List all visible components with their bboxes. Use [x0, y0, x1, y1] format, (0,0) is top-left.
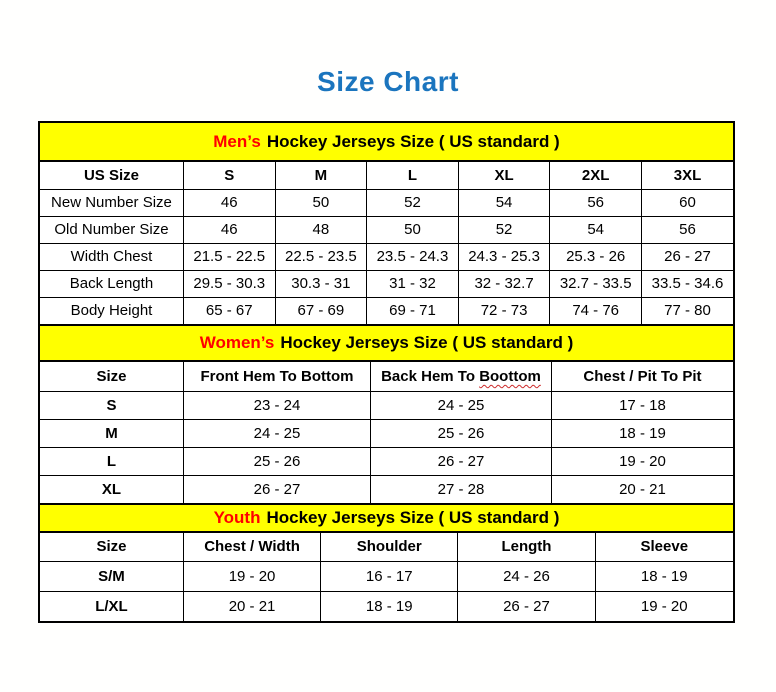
- column-header: L: [367, 162, 459, 189]
- table-row: [40, 447, 733, 475]
- column-header: US Size: [40, 162, 183, 189]
- table-row: [40, 189, 733, 216]
- table-cell: 25.3 - 26: [550, 243, 642, 270]
- youth-heading-highlight: Youth: [213, 508, 261, 527]
- mens-size-table: [40, 162, 733, 324]
- column-header: Size: [40, 362, 183, 391]
- youth-size-table: [40, 533, 733, 621]
- table-row: [40, 561, 733, 591]
- table-cell: 56: [641, 216, 733, 243]
- row-label: New Number Size: [40, 189, 183, 216]
- table-row: [40, 475, 733, 503]
- table-cell: 25 - 26: [183, 447, 370, 475]
- row-label: L/XL: [40, 591, 183, 621]
- table-cell: 65 - 67: [183, 297, 275, 324]
- table-cell: 46: [183, 216, 275, 243]
- table-cell: 25 - 26: [371, 419, 552, 447]
- table-row: [40, 216, 733, 243]
- table-row: [40, 419, 733, 447]
- table-cell: 29.5 - 30.3: [183, 270, 275, 297]
- column-header: Shoulder: [321, 533, 458, 561]
- row-label: L: [40, 447, 183, 475]
- table-cell: 50: [367, 216, 459, 243]
- table-row: [40, 243, 733, 270]
- table-cell: 24 - 26: [458, 561, 595, 591]
- table-cell: 18 - 19: [321, 591, 458, 621]
- table-cell: 56: [550, 189, 642, 216]
- row-label: M: [40, 419, 183, 447]
- womens-heading-text: Hockey Jerseys Size ( US standard ): [280, 333, 574, 352]
- row-label: Width Chest: [40, 243, 183, 270]
- misspelled-word-spellcheck: Boottom: [479, 367, 541, 385]
- youth-heading-text: Hockey Jerseys Size ( US standard ): [266, 508, 560, 527]
- column-header: [371, 362, 552, 391]
- column-header: S: [183, 162, 275, 189]
- mens-heading-text: Hockey Jerseys Size ( US standard ): [266, 131, 560, 151]
- table-cell: 72 - 73: [458, 297, 550, 324]
- womens-heading-highlight: Women’s: [199, 333, 275, 352]
- table-cell: 19 - 20: [551, 447, 733, 475]
- row-label: Old Number Size: [40, 216, 183, 243]
- womens-size-table: [40, 362, 733, 503]
- table-row: [40, 391, 733, 419]
- row-label: S: [40, 391, 183, 419]
- table-row: [40, 297, 733, 324]
- table-header-row: [40, 162, 733, 189]
- row-label: XL: [40, 475, 183, 503]
- table-cell: 17 - 18: [551, 391, 733, 419]
- column-header: Size: [40, 533, 183, 561]
- page-title: Size Chart: [317, 66, 459, 97]
- table-cell: 54: [458, 189, 550, 216]
- table-cell: 22.5 - 23.5: [275, 243, 367, 270]
- table-cell: 74 - 76: [550, 297, 642, 324]
- column-header: 2XL: [550, 162, 642, 189]
- column-header-text: Back Hem To: [381, 367, 476, 385]
- table-cell: 52: [458, 216, 550, 243]
- table-cell: 18 - 19: [595, 561, 733, 591]
- table-cell: 30.3 - 31: [275, 270, 367, 297]
- table-cell: 67 - 69: [275, 297, 367, 324]
- table-cell: 26 - 27: [371, 447, 552, 475]
- table-header-row: [40, 362, 733, 391]
- table-cell: 26 - 27: [641, 243, 733, 270]
- mens-heading-highlight: Men’s: [213, 131, 261, 151]
- table-cell: 32 - 32.7: [458, 270, 550, 297]
- table-cell: 54: [550, 216, 642, 243]
- table-cell: 24.3 - 25.3: [458, 243, 550, 270]
- table-cell: 24 - 25: [183, 419, 370, 447]
- row-label: S/M: [40, 561, 183, 591]
- table-cell: 19 - 20: [183, 561, 320, 591]
- table-cell: 24 - 25: [371, 391, 552, 419]
- table-cell: 50: [275, 189, 367, 216]
- table-cell: 32.7 - 33.5: [550, 270, 642, 297]
- column-header: Sleeve: [595, 533, 733, 561]
- table-cell: 21.5 - 22.5: [183, 243, 275, 270]
- table-row: [40, 270, 733, 297]
- column-header: Chest / Width: [183, 533, 320, 561]
- table-cell: 60: [641, 189, 733, 216]
- column-header: Chest / Pit To Pit: [551, 362, 733, 391]
- table-cell: 26 - 27: [183, 475, 370, 503]
- table-cell: 27 - 28: [371, 475, 552, 503]
- table-cell: 20 - 21: [551, 475, 733, 503]
- row-label: Back Length: [40, 270, 183, 297]
- table-header-row: [40, 533, 733, 561]
- column-header: Length: [458, 533, 595, 561]
- mens-section-header: [40, 123, 733, 162]
- table-cell: 26 - 27: [458, 591, 595, 621]
- table-cell: 23.5 - 24.3: [367, 243, 459, 270]
- table-cell: 46: [183, 189, 275, 216]
- column-header: XL: [458, 162, 550, 189]
- table-cell: 33.5 - 34.6: [641, 270, 733, 297]
- table-cell: 69 - 71: [367, 297, 459, 324]
- youth-section-header: [40, 503, 733, 533]
- size-chart-table-group: [38, 121, 735, 623]
- table-cell: 19 - 20: [595, 591, 733, 621]
- row-label: Body Height: [40, 297, 183, 324]
- column-header: 3XL: [641, 162, 733, 189]
- table-cell: 52: [367, 189, 459, 216]
- table-cell: 31 - 32: [367, 270, 459, 297]
- table-cell: 16 - 17: [321, 561, 458, 591]
- table-cell: 23 - 24: [183, 391, 370, 419]
- table-cell: 20 - 21: [183, 591, 320, 621]
- table-cell: 18 - 19: [551, 419, 733, 447]
- table-cell: 48: [275, 216, 367, 243]
- table-cell: 77 - 80: [641, 297, 733, 324]
- table-row: [40, 591, 733, 621]
- column-header: M: [275, 162, 367, 189]
- womens-section-header: [40, 324, 733, 362]
- column-header: Front Hem To Bottom: [183, 362, 370, 391]
